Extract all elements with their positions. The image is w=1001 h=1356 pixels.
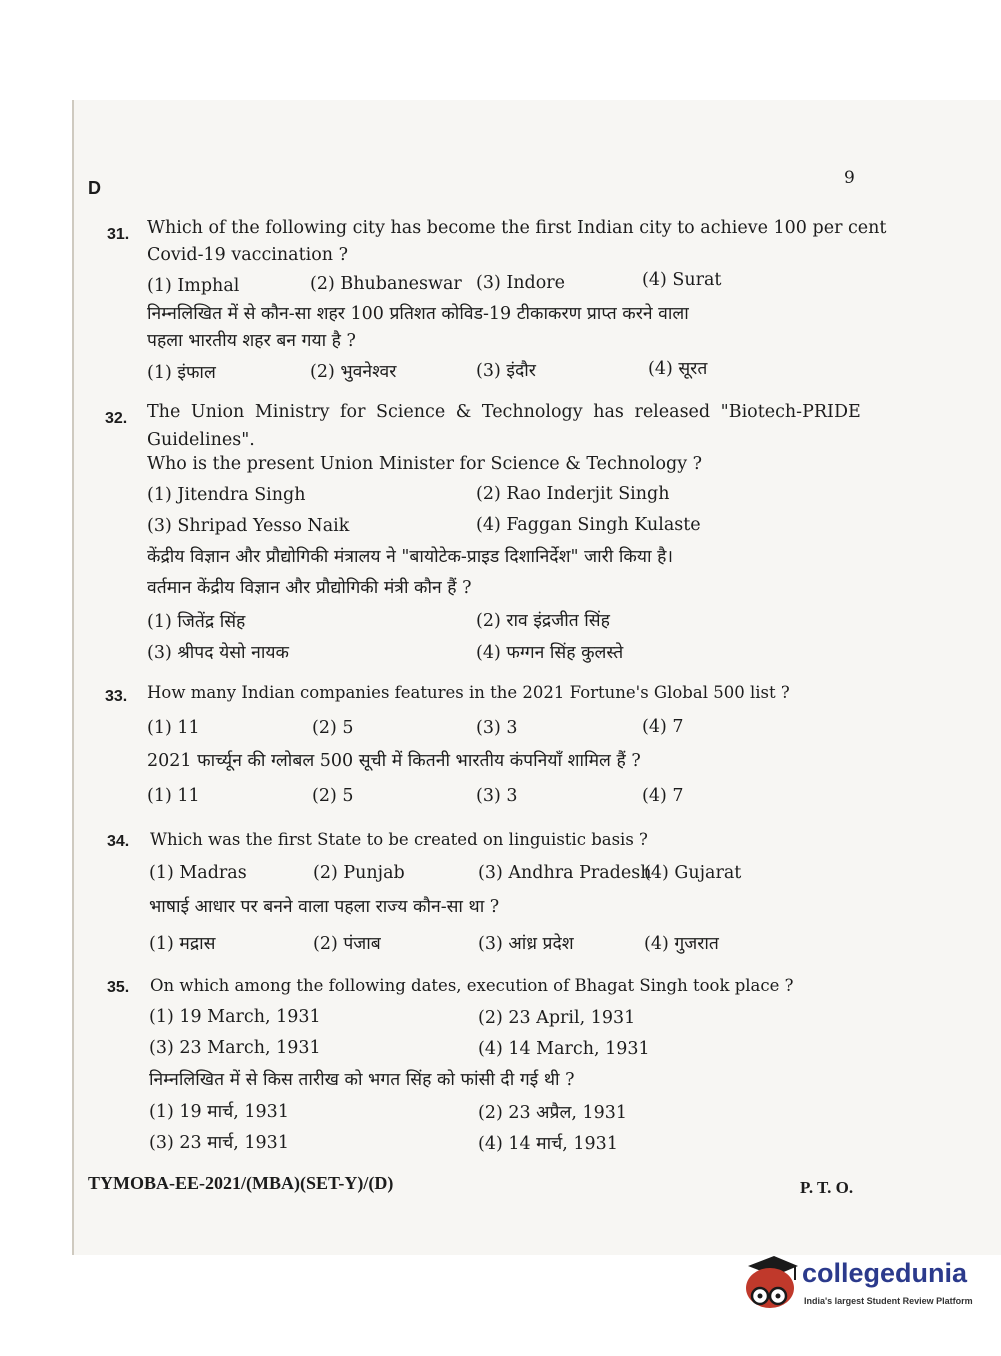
option: (1) Jitendra Singh [147, 485, 306, 505]
option-hindi: (3) आंध्र प्रदेश [478, 934, 574, 954]
option: (3) 3 [476, 718, 518, 738]
page-number: 9 [844, 168, 855, 188]
question-text-hindi: पहला भारतीय शहर बन गया है ? [147, 331, 356, 351]
option-hindi: (3) श्रीपद येसो नायक [147, 643, 289, 663]
option: (2) 23 April, 1931 [478, 1008, 636, 1028]
option-hindi: (2) राव इंद्रजीत सिंह [476, 611, 610, 631]
question-text: On which among the following dates, execution of Bhagat Singh took place ? [150, 976, 794, 995]
question-text-hindi: केंद्रीय विज्ञान और प्रौद्योगिकी मंत्रालय ने "बायोटेक-प्राइड दिशानिर्देश" जारी किया है। [147, 547, 674, 567]
question-text: The Union Ministry for Science & Technology has released "Biotech-PRIDE [147, 402, 861, 422]
option: (3) Indore [476, 273, 565, 293]
paper-code: TYMOBA-EE-2021/(MBA)(SET-Y)/(D) [88, 1173, 394, 1193]
question-text-hindi: 2021 फार्च्यून की ग्लोबल 500 सूची में कितनी भारतीय कंपनियाँ शामिल हैं ? [147, 751, 641, 771]
option: (2) 5 [312, 718, 354, 738]
option-hindi: (2) 23 अप्रैल, 1931 [478, 1103, 628, 1123]
question-text-hindi: वर्तमान केंद्रीय विज्ञान और प्रौद्योगिकी मंत्री कौन हैं ? [147, 578, 472, 598]
question-text: Which of the following city has become the first Indian city to achieve 100 per cent [147, 218, 887, 238]
question-number: 32. [105, 410, 128, 427]
option: (4) Gujarat [644, 863, 742, 883]
option: (3) 23 March, 1931 [149, 1038, 321, 1058]
option: (3) Shripad Yesso Naik [147, 516, 350, 536]
option-hindi: (3) 3 [476, 786, 518, 806]
option: (3) Andhra Pradesh [478, 863, 652, 883]
option: (2) Bhubaneswar [310, 274, 462, 294]
option: (1) 11 [147, 718, 200, 738]
option: (1) Madras [149, 863, 247, 883]
collegedunia-logo [740, 1250, 973, 1320]
question-text: Who is the present Union Minister for Science & Technology ? [147, 454, 703, 474]
option: (4) Faggan Singh Kulaste [476, 515, 701, 535]
option: (4) 7 [642, 717, 684, 737]
option-hindi: (1) इंफाल [147, 363, 216, 383]
option: (2) Punjab [313, 863, 405, 883]
option-hindi: (2) पंजाब [313, 934, 381, 954]
option-hindi: (4) फग्गन सिंह कुलस्ते [476, 643, 624, 663]
question-text: Which was the first State to be created on linguistic basis ? [150, 830, 648, 849]
question-text-hindi: निम्नलिखित में से किस तारीख को भगत सिंह को फांसी दी गई थी ? [149, 1070, 575, 1090]
option-hindi: (2) भुवनेश्वर [310, 362, 397, 382]
option-hindi: (3) 23 मार्च, 1931 [149, 1133, 289, 1153]
option-hindi: (3) इंदौर [476, 361, 536, 381]
option-hindi: (1) 11 [147, 786, 200, 806]
option-hindi: (4) 7 [642, 786, 684, 806]
question-number: 34. [107, 833, 130, 850]
logo-tagline: India's largest Student Review Platform [804, 1296, 973, 1306]
option-hindi: (2) 5 [312, 786, 354, 806]
option-hindi: (1) जितेंद्र सिंह [147, 612, 246, 632]
option: (4) Surat [642, 270, 722, 290]
question-text: How many Indian companies features in the 2021 Fortune's Global 500 list ? [147, 683, 790, 702]
question-number: 35. [107, 979, 130, 996]
option-hindi: (1) मद्रास [149, 934, 216, 954]
option-hindi: (4) सूरत [648, 359, 708, 379]
question-text: Guidelines". [147, 430, 255, 450]
logo-wordmark: collegedunia [802, 1258, 968, 1288]
option: (1) Imphal [147, 276, 240, 296]
question-text: Covid-19 vaccination ? [147, 245, 348, 265]
option-hindi: (4) 14 मार्च, 1931 [478, 1134, 618, 1154]
option-hindi: (4) गुजरात [644, 934, 719, 954]
question-number: 31. [107, 226, 130, 243]
option-hindi: (1) 19 मार्च, 1931 [149, 1102, 289, 1122]
question-text-hindi: भाषाई आधार पर बनने वाला पहला राज्य कौन-सा था ? [149, 897, 500, 917]
option: (1) 19 March, 1931 [149, 1007, 321, 1027]
question-text-hindi: निम्नलिखित में से कौन-सा शहर 100 प्रतिशत कोविड-19 टीकाकरण प्राप्त करने वाला [147, 304, 689, 324]
question-number: 33. [105, 688, 128, 705]
option: (2) Rao Inderjit Singh [476, 484, 670, 504]
option: (4) 14 March, 1931 [478, 1039, 650, 1059]
pto-label: P. T. O. [800, 1178, 854, 1197]
series-label: D [88, 178, 101, 198]
graduate-mascot-icon [740, 1250, 800, 1312]
